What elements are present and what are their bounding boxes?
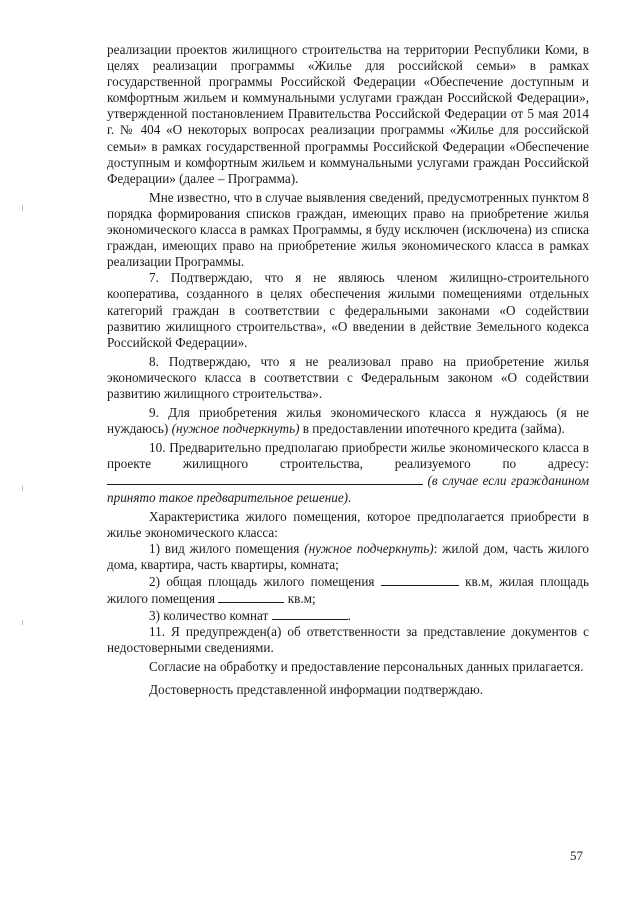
paragraph-10: 10. Предварительно предполагаю приобрести жилье экономического класса в проекте жилищного строительства, реализуемого по адресу: (в случае если гражданином принято такое предварительное решение). <box>107 440 589 505</box>
paragraph-8: 8. Подтверждаю, что я не реализовал право на приобретение жилья экономического класса в соответствии с Федеральным законом «О содействии развитию жилищного строительства». <box>107 353 589 401</box>
scan-artifact <box>22 486 23 491</box>
paragraph-consent: Согласие на обработку и предоставление персональных данных прилагается. <box>149 659 584 675</box>
item-1: 1) вид жилого помещения (нужное подчеркнуть): жилой дом, часть жилого дома, квартира, часть квартиры, комната; <box>107 540 589 572</box>
paragraph-program: реализации проектов жилищного строительства на территории Республики Коми, в целях реализации программы «Жилье для российской семьи» в рамках государственной программы Российской Федерации «Обеспечение доступным и комфортным жильем и коммунальными услугами граждан Российской Федерации», утвержденной постановлением Правительства Российской Федерации от 5 мая 2014 г. № 404 «О некоторых вопросах реализации программы «Жилье для российской семьи» в рамках государственной программы Российской Федерации «Обеспечение доступным и комфортным жильем и коммунальными услугами граждан Российской Федерации» (далее – Программа). <box>107 42 589 186</box>
paragraph-9: 9. Для приобретения жилья экономического класса я нуждаюсь (я не нуждаюсь) (нужное подчеркнуть) в предоставлении ипотечного кредита (займа). <box>107 405 589 437</box>
paragraph-characteristics: Характеристика жилого помещения, которое предполагается приобрести в жилье экономического класса: <box>107 508 589 540</box>
note-preliminary-decision: (в случае если гражданином принято такое предварительное решение). <box>107 473 589 505</box>
note-underline-needed: (нужное подчеркнуть) <box>171 421 300 437</box>
scan-artifact <box>22 205 23 211</box>
item-2: 2) общая площадь жилого помещения кв.м, жилая площадь жилого помещения кв.м; <box>107 574 589 607</box>
paragraph-11: 11. Я предупрежден(а) об ответственности за представление документов с недостоверными сведениями. <box>107 624 589 656</box>
paragraph-confirm: Достоверность представленной информации подтверждаю. <box>149 681 484 697</box>
living-area-blank[interactable] <box>218 590 284 603</box>
address-blank[interactable] <box>107 472 423 485</box>
document-body <box>107 42 589 698</box>
rooms-count-blank[interactable] <box>272 607 348 620</box>
item-3: 3) количество комнат . <box>149 608 351 624</box>
paragraph-7: 7. Подтверждаю, что я не являюсь членом жилищно-строительного кооператива, созданного в целях обеспечения жилыми помещениями отдельных категорий граждан в соответствии с федеральными законами «О содействии развитию жилищного строительства», «О введении в действие Земельного кодекса Российской Федерации». <box>107 270 589 350</box>
paragraph-exclusion: Мне известно, что в случае выявления сведений, предусмотренных пунктом 8 порядка формирования списков граждан, имеющих право на приобретение жилья экономического класса в рамках Программы, я буду исключен (исключена) из списка граждан, имеющих право на приобретение жилья экономического класса в рамках реализации Программы. <box>107 189 589 270</box>
scan-artifact <box>22 620 23 625</box>
total-area-blank[interactable] <box>381 573 459 586</box>
page-number: 57 <box>570 848 583 863</box>
